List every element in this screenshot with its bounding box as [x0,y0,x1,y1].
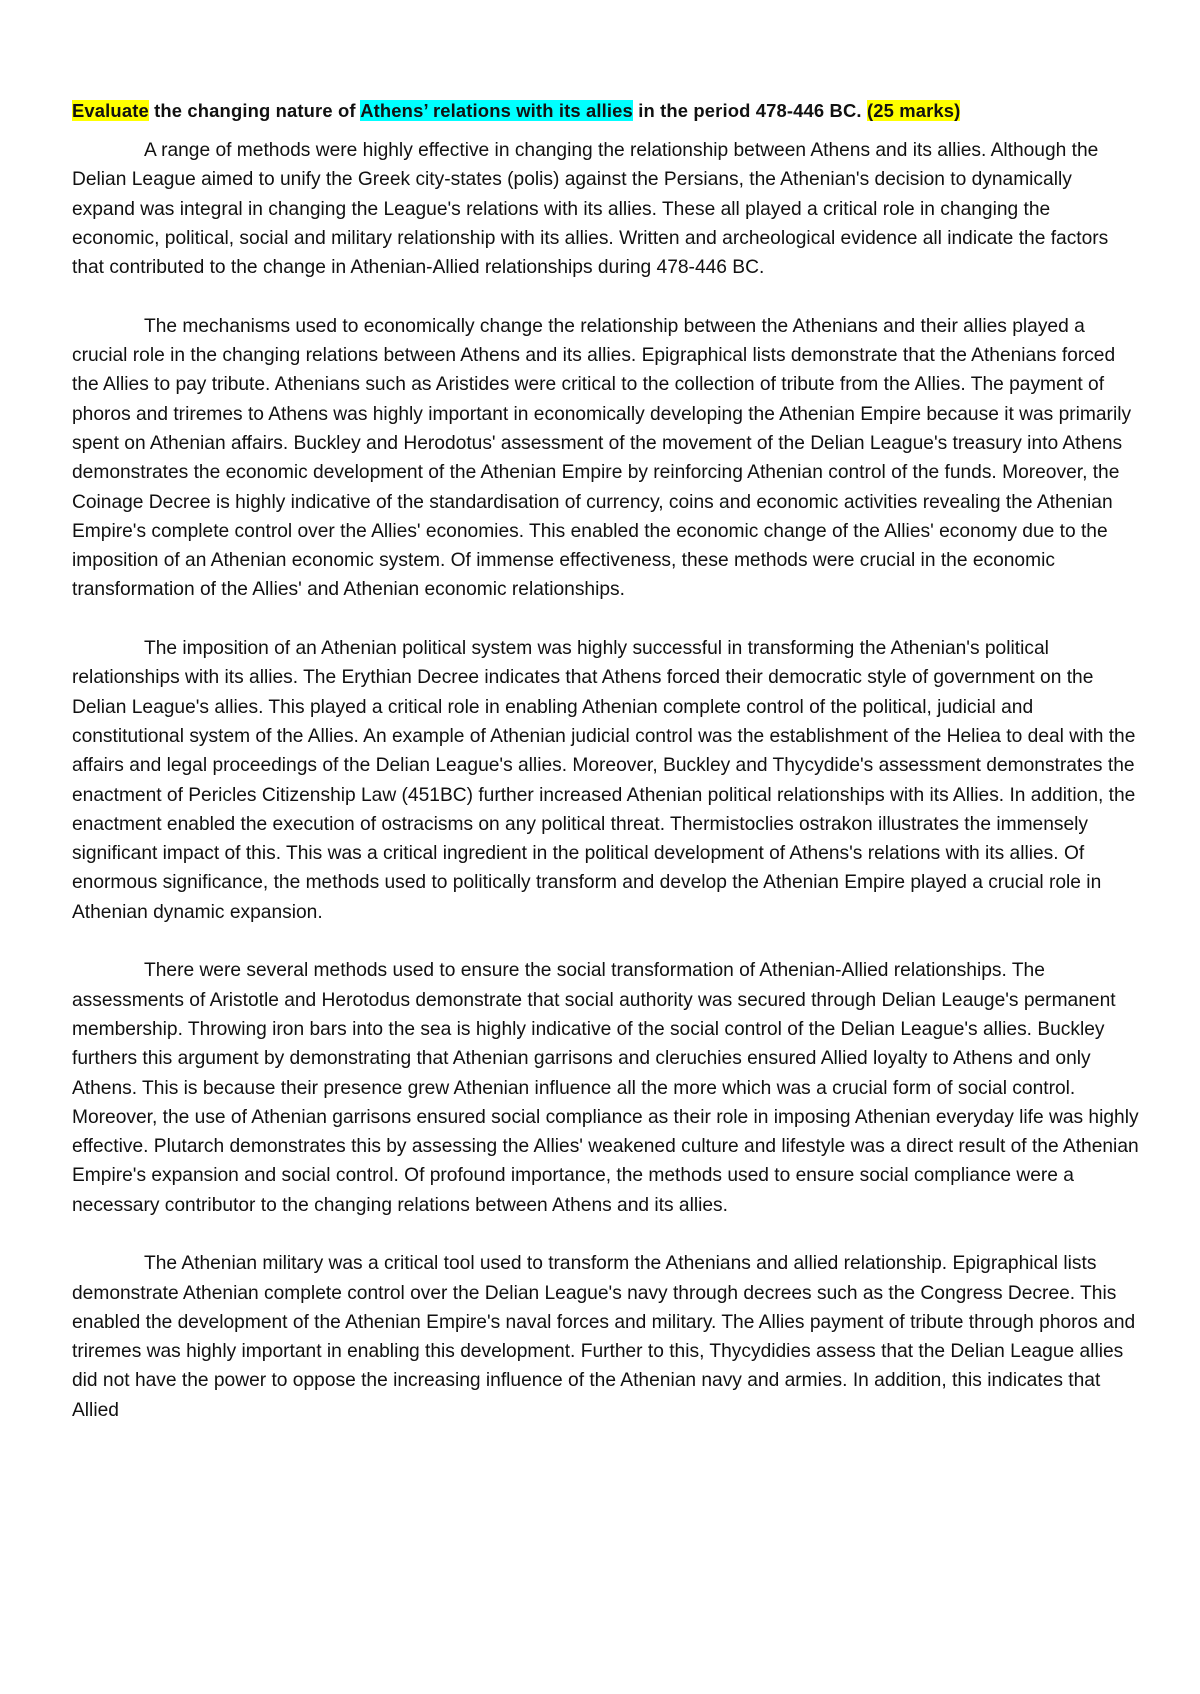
document-body [72,99,1140,1425]
title-text-period: in the period 478-446 BC. [632,100,867,121]
title-highlight-relations: Athens’ relations with its allies [360,100,633,121]
paragraph-economic: The mechanisms used to economically change the relationship between the Athenians and their allies played a crucial role in the changing relations between Athens and its allies. Epigraphical lists demonstrate that the Athenians forced the Allies to pay tribute. Athenians such as Aristides were critical to the collection of tribute from the Allies. The payment of phoros and triremes to Athens was highly important in economically developing the Athenian Empire because it was primarily spent on Athenian affairs. Buckley and Herodotus' assessment of the movement of the Delian League's treasury into Athens demonstrates the economic development of the Athenian Empire by reinforcing Athenian control of the funds. Moreover, the Coinage Decree is highly indicative of the standardisation of currency, coins and economic activities revealing the Athenian Empire's complete control over the Allies' economies. This enabled the economic change of the Allies' economy due to the imposition of an Athenian economic system. Of immense effectiveness, these methods were crucial in the economic transformation of the Allies' and Athenian economic relationships. [72,315,1132,601]
paragraph-political: The imposition of an Athenian political system was highly successful in transforming the Athenian's political relationships with its allies. The Erythian Decree indicates that Athens forced their democratic style of government on the Delian League's allies. This played a critical role in enabling Athenian complete control of the political, judicial and constitutional system of the Allies. An example of Athenian judicial control was the establishment of the Heliea to deal with the affairs and legal proceedings of the Delian League's allies. Moreover, Buckley and Thycydide's assessment demonstrates the enactment of Pericles Citizenship Law (451BC) further increased Athenian political relationships with its Allies. In addition, the enactment enabled the execution of ostracisms on any political threat. Thermistoclies ostrakon illustrates the immensely significant impact of this. This was a critical ingredient in the political development of Athens's relations with its allies. Of enormous significance, the methods used to politically transform and develop the Athenian Empire played a crucial role in Athenian dynamic expansion. [72,638,1136,923]
title-highlight-evaluate: Evaluate [72,100,149,121]
paragraph-introduction: A range of methods were highly effective in changing the relationship between Athens and its allies. Although the Delian League aimed to unify the Greek city-states (polis) against the Persians, the Athenian's decision to dynamically expand was integral in changing the League's relations with its allies. These all played a critical role in changing the economic, political, social and military relationship with its allies. Written and archeological evidence all indicate the factors that contributed to the change in Athenian-Allied relationships during 478-446 BC. [72,140,1109,279]
title-text-segment: the changing nature of [148,100,361,121]
paragraph-military: The Athenian military was a critical tool used to transform the Athenians and allied relationship. Epigraphical lists demonstrate Athenian complete control over the Delian League's navy through decrees such as the Congress Decree. This enabled the development of the Athenian Empire's naval forces and military. The Allies payment of tribute through phoros and triremes was highly important in enabling this development. Further to this, Thycydidies assess that the Delian League allies did not have the power to oppose the increasing influence of the Athenian navy and armies. In addition, this indicates that Allied [72,1253,1136,1421]
title-highlight-marks: (25 marks) [866,100,961,121]
essay-question-title [72,99,1140,123]
paragraph-social: There were several methods used to ensure the social transformation of Athenian-Allied relationships. The assessments of Aristotle and Herotodus demonstrate that social authority was secured through Delian Leauge's permanent membership. Throwing iron bars into the sea is highly indicative of the social control of the Delian League's allies. Buckley furthers this argument by demonstrating that Athenian garrisons and cleruchies ensured Allied loyalty to Athens and only Athens. This is because their presence grew Athenian influence all the more which was a crucial form of social control. Moreover, the use of Athenian garrisons ensured social compliance as their role in imposing Athenian everyday life was highly effective. Plutarch demonstrates this by assessing the Allies' weakened culture and lifestyle was a direct result of the Athenian Empire's expansion and social control. Of profound importance, the methods used to ensure social compliance were a necessary contributor to the changing relations between Athens and its allies. [72,960,1139,1216]
